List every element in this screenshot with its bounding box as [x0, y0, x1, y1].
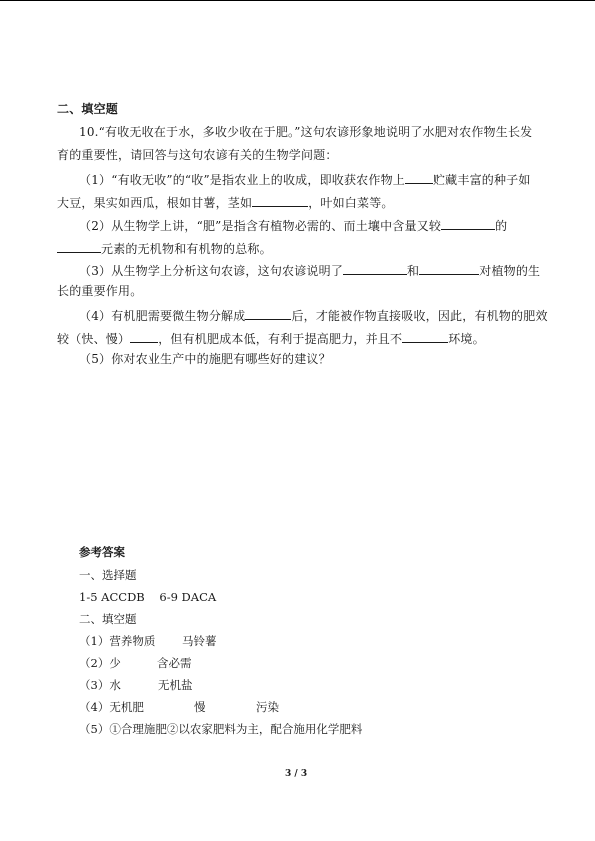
- answers-title: 参考答案: [79, 545, 125, 559]
- page-number: 3 / 3: [285, 769, 308, 779]
- question-10-part-5: （5）你对农业生产中的施肥有哪些好的建议？: [79, 352, 331, 366]
- answer-1-label: （1）营养物质: [79, 634, 156, 648]
- answer-2-value: 含必需: [157, 656, 192, 670]
- question-10-line-2: 育的重要性，请回答与这句农谚有关的生物学问题：: [57, 148, 338, 162]
- answers-fill-heading: 二、填空题: [79, 612, 137, 626]
- question-10-part-1-line-2: 大豆，果实如西瓜，根如甘薯，茎如 ，叶如白菜等。: [57, 196, 394, 210]
- question-10-part-1-line-1: （1）“有收无收”的“收”是指农业上的收成，即收获农作物上 贮藏丰富的种子如: [79, 173, 531, 187]
- top-border-line: [0, 0, 595, 1]
- question-10-part-2-line-2: 元素的无机物和有机物的总称。: [57, 240, 272, 256]
- answer-blank[interactable]: [441, 217, 495, 230]
- question-10-part-3-line-2: 长的重要作用。: [57, 284, 143, 298]
- answer-blank[interactable]: [130, 330, 158, 343]
- question-10-part-3-line-1: （3）从生物学上分析这句农谚，这句农谚说明了 和 对植物的生: [79, 264, 541, 278]
- answers-mc-values: 1-5 ACCDB 6-9 DACA: [79, 590, 217, 604]
- answer-5: （5）①合理施肥②以农家肥料为主，配合施用化学肥料: [79, 722, 363, 736]
- section-heading: 二、填空题: [57, 102, 119, 116]
- answer-blank[interactable]: [343, 262, 407, 275]
- answer-4-value-1: 慢: [194, 700, 206, 714]
- question-10-part-2-line-1: （2）从生物学上讲，“肥”是指含有植物必需的、而土壤中含量又较 的: [79, 219, 508, 233]
- answer-blank[interactable]: [405, 171, 433, 184]
- answer-2-label: （2）少: [79, 656, 121, 670]
- answer-blank[interactable]: [419, 262, 479, 275]
- answer-3-label: （3）水: [79, 678, 121, 692]
- answer-blank[interactable]: [57, 240, 101, 253]
- question-10-part-4-line-1: （4）有机肥需要微生物分解成 后，才能被作物直接吸收，因此，有机物的肥效: [79, 309, 548, 323]
- answers-mc-heading: 一、选择题: [79, 568, 137, 582]
- answer-4-value-2: 污染: [256, 700, 279, 714]
- answer-3-value: 无机盐: [158, 678, 193, 692]
- question-10-part-4-line-2: 较（快、慢） ，但有机肥成本低，有利于提高肥力，并且不 环境。: [57, 332, 485, 346]
- question-10-line-1: 10.“有收无收在于水，多收少收在于肥。”这句农谚形象地说明了水肥对农作物生长发: [79, 125, 533, 139]
- answer-4-label: （4）无机肥: [79, 700, 144, 714]
- answer-blank[interactable]: [245, 307, 291, 320]
- answer-blank[interactable]: [252, 194, 308, 207]
- answer-1-value: 马铃薯: [182, 634, 217, 648]
- answer-blank[interactable]: [402, 330, 448, 343]
